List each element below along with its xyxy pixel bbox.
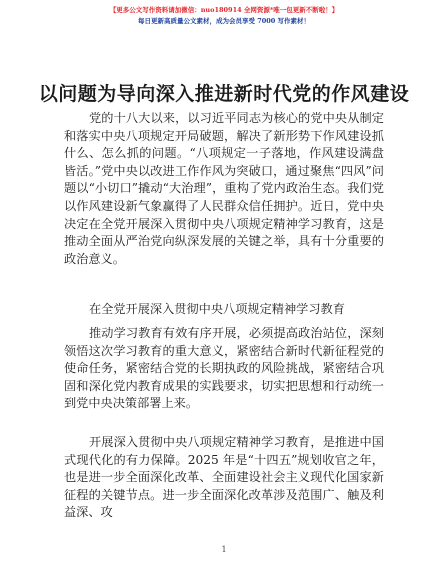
document-title: 以问题为导向深入推进新时代党的作风建设	[38, 83, 410, 105]
promo-banner-line-1: 【更多公文写作资料请加微信：nuo180914 全网资源*唯一包更新不断啦！】	[109, 6, 339, 14]
promo-banner-line-2: 每日更新高质量公文素材，成为会员享受 7000 写作素材！	[137, 17, 311, 25]
body-paragraph-3: 开展深入贯彻中央八项规定精神学习教育，是推进中国式现代化的有力保障。2025 年是“十四五”规划收官之年，也是进一步全面深化改革、全面建设社会主义现代化国家新征程的关键节点。进一步全面深化改革涉及范围广、触及利益深、攻	[64, 435, 384, 520]
section-subheading: 在全党开展深入贯彻中央八项规定精神学习教育	[89, 302, 345, 316]
body-paragraph-2: 推动学习教育有效有序开展，必须提高政治站位，深刻领悟这次学习教育的重大意义，紧密结合新时代新征程党的使命任务，紧密结合党的长期执政的风险挑战，紧密结合巩固和深化党内教育成果的实践要求，切实把思想和行动统一到党中央决策部署上来。	[64, 326, 384, 411]
body-paragraph-1: 党的十八大以来，以习近平同志为核心的党中央从制定和落实中央八项规定开局破题，解决了新形势下作风建设抓什么、怎么抓的问题。“八项规定一子落地，作风建设满盘皆活。”党中央以改进工作作风为突破口，通过聚焦“四风”问题以“小切口”撬动“大治理”，重构了党内政治生态。我们党以作风建设新气象赢得了人民群众信任拥护。近日，党中央决定在全党开展深入贯彻中央八项规定精神学习教育，这是推动全面从严治党向纵深发展的关键之举，具有十分重要的政治意义。	[64, 111, 384, 266]
page-number: 1	[221, 545, 227, 554]
